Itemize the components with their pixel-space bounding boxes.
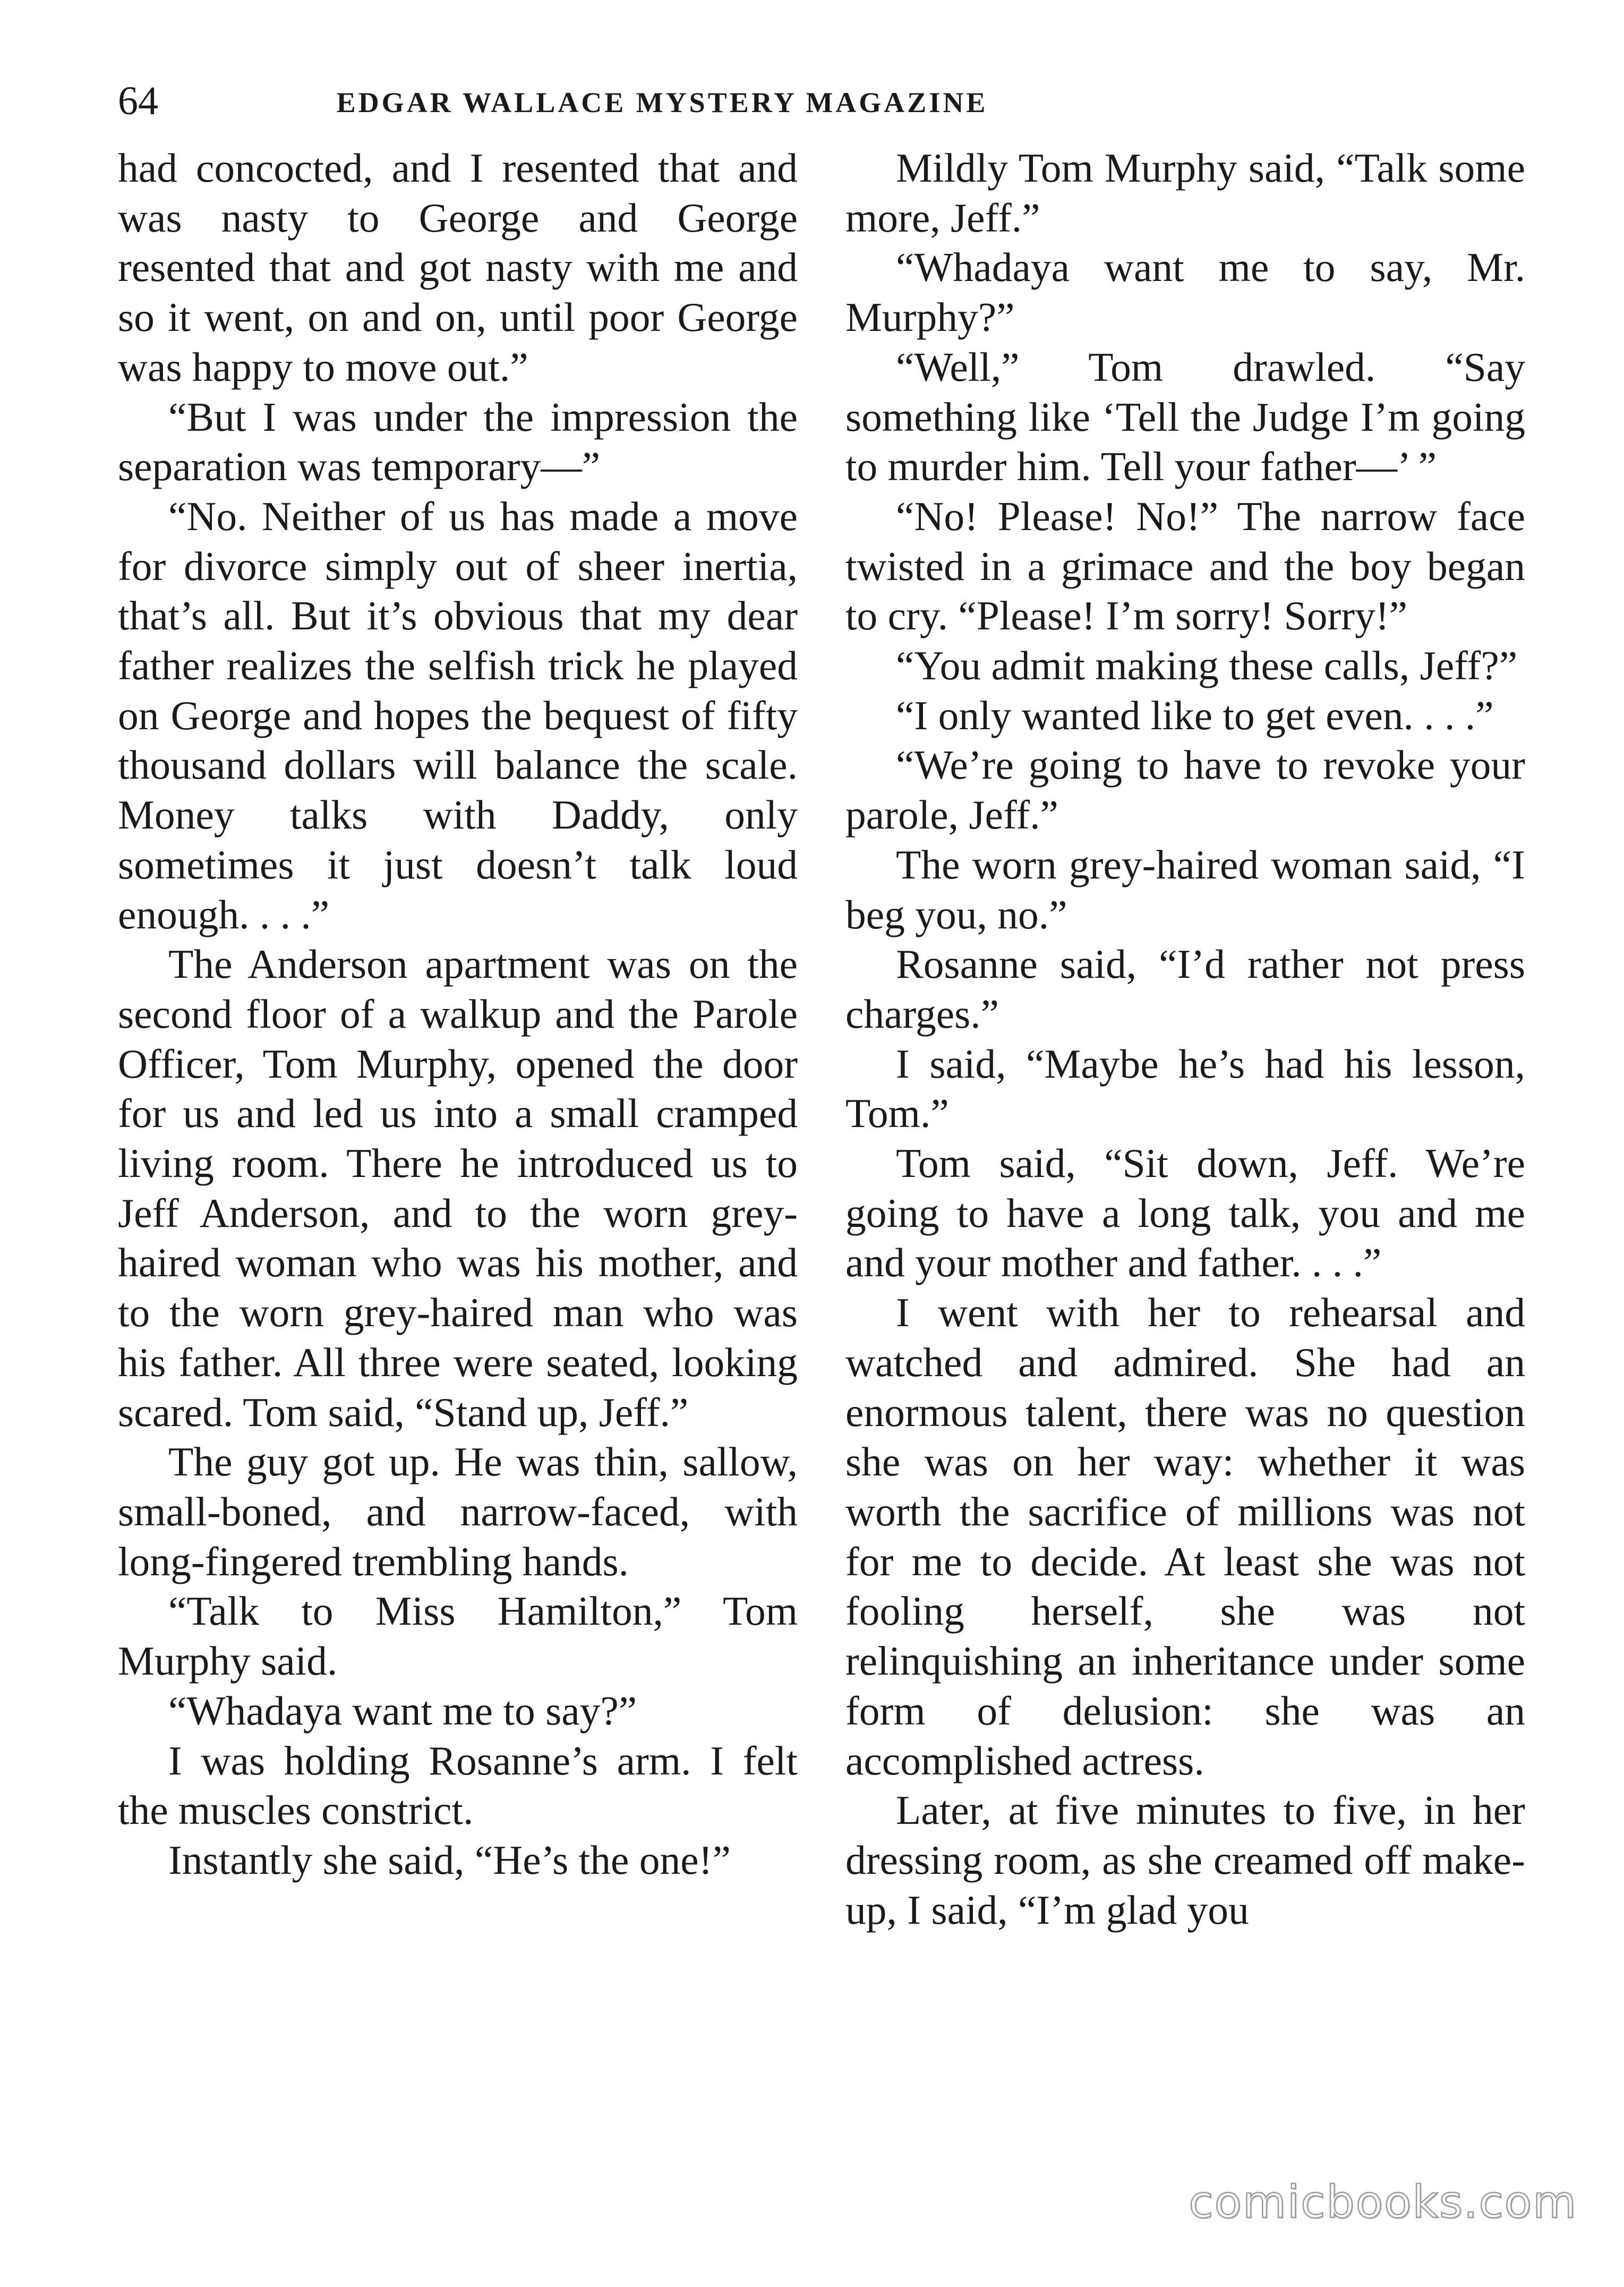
right-column (845, 143, 1525, 1935)
paragraph: Instantly she said, “He’s the one!” (168, 1837, 731, 1883)
paragraph: Tom said, “Sit down, Jeff. We’re going to have a long talk, you and me and your mother and father. . . .” (845, 1140, 1525, 1286)
paragraph: “You admit making these calls, Jeff?” (896, 643, 1518, 689)
paragraph: Rosanne said, “I’d rather not press charges.” (845, 941, 1525, 1037)
paragraph: I said, “Maybe he’s had his lesson, Tom.” (845, 1040, 1525, 1137)
paragraph: “Whadaya want me to say, Mr. Murphy?” (845, 244, 1525, 340)
paragraph: I went with her to rehearsal and watched and admired. She had an enormous talent, there was no question she was on her way: whether it was worth the sacrifice of millions was not for me to decide. At least she was not fooling herself, she was not relinquishing an inheritance under some form of delusion: she was an accomplished actress. (845, 1290, 1525, 1783)
paragraph: “But I was under the impression the separation was temporary—” (118, 394, 798, 490)
page-header (118, 77, 1207, 130)
paragraph: The guy got up. He was thin, sallow, small-boned, and narrow-faced, with long-fingered trembling hands. (118, 1439, 798, 1584)
paragraph: “We’re going to have to revoke your parole, Jeff.” (845, 742, 1525, 838)
paragraph: “I only wanted like to get even. . . .” (896, 692, 1494, 738)
paragraph: “No! Please! No!” The narrow face twisted in a grimace and the boy began to cry. “Please! I’m sorry! Sorry!” (845, 493, 1525, 639)
paragraph: I was holding Rosanne’s arm. I felt the muscles constrict. (118, 1737, 798, 1833)
paragraph: “Well,” Tom drawled. “Say something like ‘Tell the Judge I’m going to murder him. Tell your father—’ ” (845, 344, 1525, 490)
paragraph: “Talk to Miss Hamilton,” Tom Murphy said. (118, 1588, 798, 1684)
paragraph: Later, at five minutes to five, in her dressing room, as she creamed off make-up, I said, “I’m glad you (845, 1787, 1525, 1933)
paragraph: “No. Neither of us has made a move for divorce simply out of sheer inertia, that’s all. But it’s obvious that my dear father realizes the selfish trick he played on George and hopes the bequest of fifty thousand dollars will balance the scale. Money talks with Daddy, only sometimes it just doesn’t talk loud enough. . . .” (118, 493, 798, 937)
page-number: 64 (118, 79, 158, 123)
running-head: EDGAR WALLACE MYSTERY MAGAZINE (336, 87, 988, 118)
paragraph: had concocted, and I resented that and was nasty to George and George resented that and got nasty with me and so it went, on and on, until poor George was happy to move out.” (118, 145, 798, 390)
left-column (118, 143, 798, 1885)
paragraph: The worn grey-haired woman said, “I beg you, no.” (845, 841, 1525, 937)
paragraph: Mildly Tom Murphy said, “Talk some more, Jeff.” (845, 145, 1525, 241)
paragraph: “Whadaya want me to say?” (168, 1687, 637, 1734)
watermark: comicbooks.com (1189, 2176, 1577, 2228)
paragraph: The Anderson apartment was on the second floor of a walkup and the Parole Officer, Tom Murphy, opened the door for us and led us into a small cramped living room. There he introduced us to Jeff Anderson, and to the worn grey-haired woman who was his mother, and to the worn grey-haired man who was his father. All three were seated, looking scared. Tom said, “Stand up, Jeff.” (118, 941, 798, 1435)
